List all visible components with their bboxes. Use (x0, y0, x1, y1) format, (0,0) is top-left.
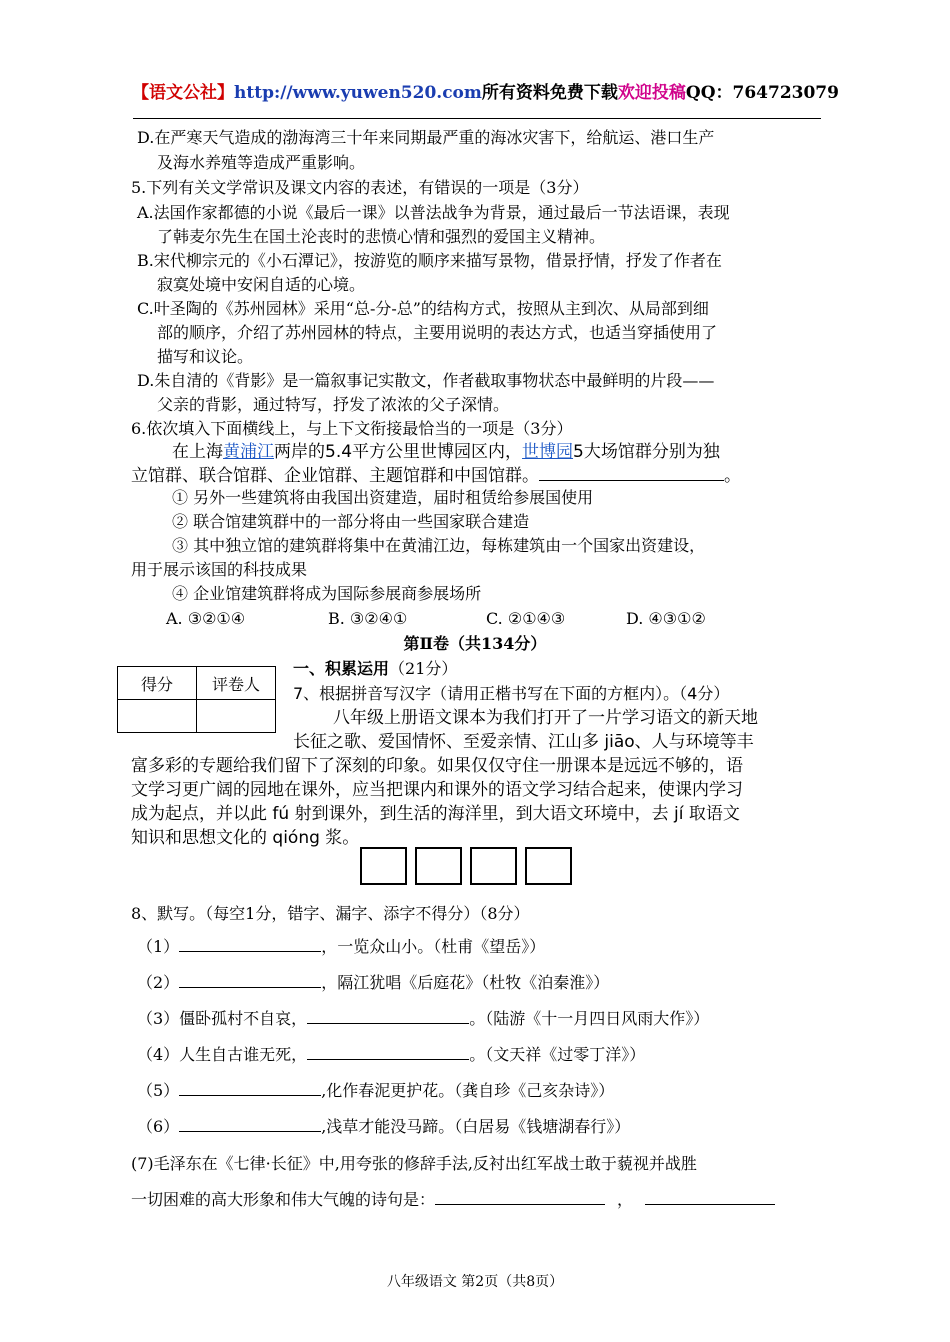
answer-box-3[interactable] (470, 847, 517, 885)
site-header (132, 78, 839, 103)
q7-line6: 知识和思想文化的 qióng 浆。 (131, 828, 360, 848)
q8-item-7-line2: 一切困难的高大形象和伟大气魄的诗句是： ， (131, 1189, 775, 1211)
q6-choice-b: B. ③②④① (328, 609, 408, 628)
q8-stem: 8、默写。（每空1分，错字、漏字、添字不得分）（8分） (131, 904, 530, 923)
score-table (117, 666, 276, 733)
part2-title: 第Ⅱ卷（共134分） (403, 634, 547, 653)
q5-b-line1: B.宋代柳宗元的《小石潭记》，按游览的顺序来描写景物，借景抒情，抒发了作者在 (137, 251, 722, 270)
q5-b-line2: 寂寞处境中安闲自适的心境。 (157, 275, 366, 294)
welcome-text: 欢迎投稿 (617, 83, 686, 103)
q8-blank-5[interactable] (179, 1081, 321, 1096)
q8-item-5: （5） ,化作春泥更护花。（龚自珍《己亥杂诗》） (137, 1081, 615, 1100)
q8-blank-7b[interactable] (645, 1190, 775, 1205)
grader-label: 评卷人 (197, 667, 276, 700)
q6-choice-c: C. ②①④③ (486, 609, 566, 628)
site-url[interactable]: http://www.yuwen520.com (234, 83, 482, 103)
q8-blank-7a[interactable] (435, 1190, 605, 1205)
brand: 【语文公社】 (132, 83, 234, 103)
q5-stem: 5.下列有关文学常识及课文内容的表述，有错误的一项是（3分） (131, 178, 589, 197)
link-huangpu-river[interactable]: 黄浦江 (223, 442, 274, 462)
q8-item-2: （2） ，隔江犹唱《后庭花》（杜牧《泊秦淮》） (137, 973, 610, 992)
page-footer: 八年级语文 第2页（共8页） (386, 1274, 564, 1290)
q8-blank-6[interactable] (179, 1117, 321, 1132)
q5-c-line2: 部的顺序，介绍了苏州园林的特点，主要用说明的表达方式，也适当穿插使用了 (157, 323, 718, 342)
q5-d-line2: 父亲的背影，通过特写，抒发了浓浓的父子深情。 (157, 395, 510, 414)
grader-cell (197, 700, 276, 733)
answer-box-2[interactable] (415, 847, 462, 885)
q5-c-line3: 描写和议论。 (157, 347, 254, 366)
q6-choice-d: D. ④③①② (626, 609, 706, 628)
link-expo-park[interactable]: 世博园 (522, 442, 574, 462)
q6-passage-line2: 立馆群、联合馆群、企业馆群、主题馆群和中国馆群。 。 (131, 466, 741, 486)
q5-a-line1: A.法国作家都德的小说《最后一课》以普法战争为背景，通过最后一节法语课，表现 (137, 203, 730, 222)
q8-item-3: （3）僵卧孤村不自哀， 。（陆游《十一月四日风雨大作》） (137, 1009, 710, 1028)
q7-line5: 成为起点，并以此 fú 射到课外，到生活的海洋里，到大语文环境中，去 jí 取语文 (131, 804, 740, 824)
q8-item-1: （1） ，一览众山小。（杜甫《望岳》） (137, 937, 546, 956)
q8-item-4: （4）人生自古谁无死， 。（文天祥《过零丁洋》） (137, 1045, 646, 1064)
q8-blank-1[interactable] (179, 937, 321, 952)
q8-item-6: （6） ,浅草才能没马蹄。（白居易《钱塘湖春行》） (137, 1117, 631, 1136)
section1-heading: 一、积累运用（21分） (293, 659, 458, 678)
q6-choice-a: A. ③②①④ (166, 609, 246, 628)
q5-d-line1: D.朱自清的《背影》是一篇叙事记实散文，作者截取事物状态中最鲜明的片段—— (137, 371, 715, 390)
q7-stem: 7、根据拼音写汉字（请用正楷书写在下面的方框内）。（4分） (293, 684, 730, 703)
q8-blank-4[interactable] (307, 1045, 469, 1060)
q7-line2: 长征之歌、爱国情怀、至爱亲情、江山多 jiāo、人与环境等丰 (293, 732, 754, 752)
q6-option-1: ① 另外一些建筑将由我国出资建造，届时租赁给参展国使用 (172, 488, 594, 507)
score-label: 得分 (118, 667, 197, 700)
answer-box-1[interactable] (360, 847, 407, 885)
q4-d-line2: 及海水养殖等造成严重影响。 (157, 153, 366, 172)
q6-answer-blank[interactable] (539, 466, 724, 481)
header-divider (133, 118, 821, 119)
q5-a-line2: 了韩麦尔先生在国土沦丧时的悲愤心情和强烈的爱国主义精神。 (157, 227, 606, 246)
q7-line4: 文学习更广阔的园地在课外，应当把课内和课外的语文学习结合起来，使课内学习 (131, 780, 743, 800)
q6-stem: 6.依次填入下面横线上，与上下文衔接最恰当的一项是（3分） (131, 419, 573, 438)
q4-d-line1: D.在严寒天气造成的渤海湾三十年来同期最严重的海冰灾害下，给航运、港口生产 (137, 128, 715, 147)
answer-box-4[interactable] (525, 847, 572, 885)
q6-option-3b: 用于展示该国的科技成果 (131, 560, 308, 579)
q7-line3: 富多彩的专题给我们留下了深刻的印象。如果仅仅守住一册课本是远远不够的，语 (131, 756, 743, 776)
header-text: 所有资料免费下载 (481, 83, 618, 103)
q6-passage-line1: 在上海黄浦江两岸的5.4平方公里世博园区内，世博园5大场馆群分别为独 (172, 442, 720, 462)
q8-item-7-line1: (7)毛泽东在《七律·长征》中,用夸张的修辞手法,反衬出红军战士敢于藐视并战胜 (131, 1154, 697, 1173)
q7-line1: 八年级上册语文课本为我们打开了一片学习语文的新天地 (333, 708, 758, 728)
q6-option-3a: ③ 其中独立馆的建筑群将集中在黄浦江边，每栋建筑由一个国家出资建设， (172, 536, 706, 555)
q5-c-line1: C.叶圣陶的《苏州园林》采用“总-分-总”的结构方式，按照从主到次、从局部到细 (137, 299, 709, 318)
qq-text: QQ：764723079 (685, 83, 839, 103)
q6-option-2: ② 联合馆建筑群中的一部分将由一些国家联合建造 (172, 512, 530, 531)
q8-blank-3[interactable] (307, 1009, 469, 1024)
q6-option-4: ④ 企业馆建筑群将成为国际参展商参展场所 (172, 584, 482, 603)
score-cell (118, 700, 197, 733)
q8-blank-2[interactable] (179, 973, 321, 988)
